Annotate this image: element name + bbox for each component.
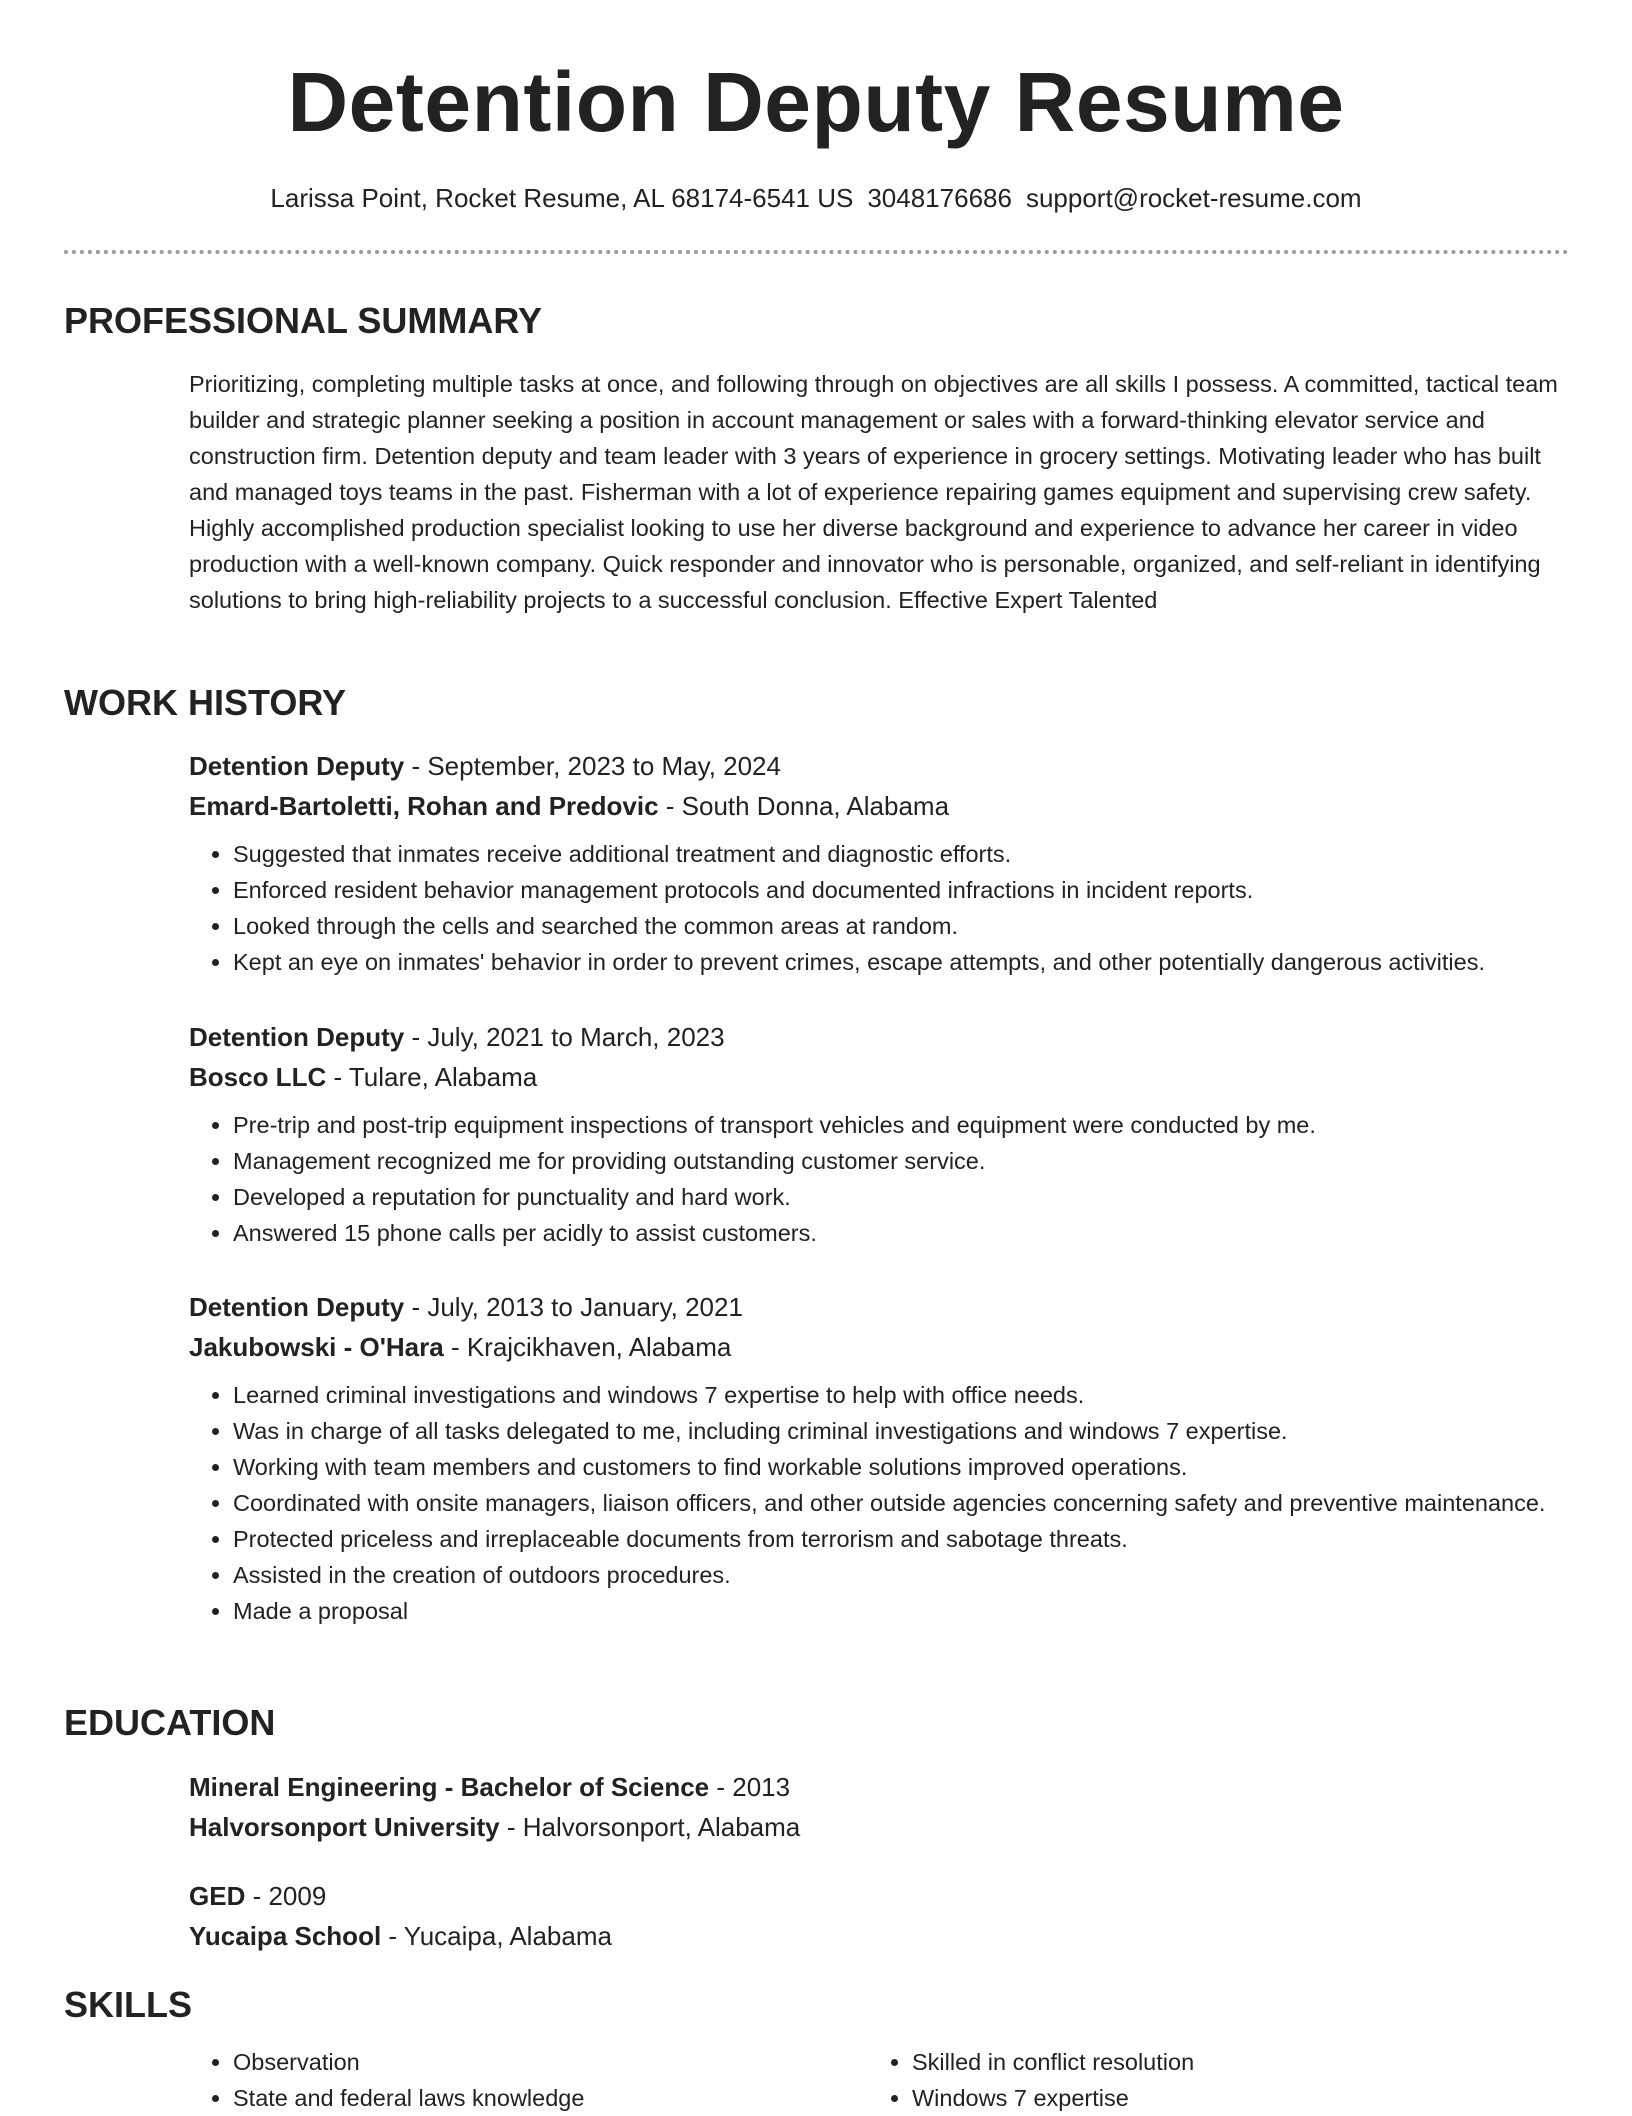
education-school-line [189, 1916, 1569, 1956]
job-duty: • Working with team members and customers to find workable solutions improved operations. [233, 1449, 1569, 1485]
job-duty: • Answered 15 phone calls per acidly to assist customers. [233, 1215, 1569, 1251]
job-duty: • Kept an eye on inmates' behavior in order to prevent crimes, escape attempts, and other potentially dangerous activities. [233, 944, 1569, 980]
job-company-line [189, 1327, 1569, 1367]
summary-paragraph: Prioritizing, completing multiple tasks at once, and following through on objectives are all skills I possess. A committed, tactical team builder and strategic planner seeking a position in account management or sales with a forward-thinking elevator service and construction firm. Detention deputy and team leader with 3 years of experience in grocery settings. Motivating leader who has built and managed toys teams in the past. Fisherman with a lot of experience repairing games equipment and supervising crew safety. Highly accomplished production specialist looking to use her diverse background and experience to advance her career in video production with a well-known company. Quick responder and innovator who is personable, organized, and self-reliant in identifying solutions to bring high-reliability projects to a successful conclusion. Effective Expert Talented [189, 371, 1558, 613]
job-title: Detention Deputy [189, 751, 405, 781]
job-duty: • Enforced resident behavior management protocols and documented infractions in incident reports. [233, 872, 1569, 908]
section-heading-work-history: WORK HISTORY [64, 682, 347, 723]
job-company: Jakubowski - O'Hara [189, 1332, 444, 1362]
job-entry [189, 1287, 1569, 1629]
section-heading-summary: PROFESSIONAL SUMMARY [64, 300, 543, 341]
education-year: - 2009 [245, 1881, 327, 1911]
job-duties-list [189, 1107, 1569, 1251]
job-title-line [189, 746, 1569, 786]
skill-item: • Observation [233, 2044, 912, 2080]
skill-item: • State and federal laws knowledge [233, 2080, 912, 2116]
skill-item: • Skilled in conflict resolution [912, 2044, 1591, 2080]
job-company-line [189, 786, 1569, 826]
job-duty: • Was in charge of all tasks delegated to me, including criminal investigations and windows 7 expertise. [233, 1413, 1569, 1449]
contact-line [0, 180, 1632, 216]
job-duty: • Suggested that inmates receive additional treatment and diagnostic efforts. [233, 836, 1569, 872]
job-duty: • Management recognized me for providing outstanding customer service. [233, 1143, 1569, 1179]
job-title: Detention Deputy [189, 1022, 405, 1052]
job-company: Emard-Bartoletti, Rohan and Predovic [189, 791, 659, 821]
job-duties-list [189, 836, 1569, 980]
education-entry [189, 1767, 1569, 1847]
education-degree: GED [189, 1881, 246, 1911]
job-location: - Tulare, Alabama [326, 1062, 538, 1092]
education-year: - 2013 [709, 1772, 791, 1802]
contact-address: Larissa Point, Rocket Resume, AL 68174-6541 US [270, 183, 854, 213]
education-school: Yucaipa School [189, 1921, 382, 1951]
job-dates: - September, 2023 to May, 2024 [404, 751, 781, 781]
education-location: - Yucaipa, Alabama [381, 1921, 612, 1951]
job-duty: • Looked through the cells and searched the common areas at random. [233, 908, 1569, 944]
education-degree-line [189, 1876, 1569, 1916]
skills-list [189, 2044, 1569, 2116]
job-duty: • Learned criminal investigations and windows 7 expertise to help with office needs. [233, 1377, 1569, 1413]
job-duty: • Developed a reputation for punctuality and hard work. [233, 1179, 1569, 1215]
job-duty: • Protected priceless and irreplaceable documents from terrorism and sabotage threats. [233, 1521, 1569, 1557]
contact-phone: 3048176686 [867, 183, 1012, 213]
education-location: - Halvorsonport, Alabama [499, 1812, 801, 1842]
job-duty: • Assisted in the creation of outdoors procedures. [233, 1557, 1569, 1593]
section-heading-education: EDUCATION [64, 1702, 276, 1743]
job-title: Detention Deputy [189, 1292, 405, 1322]
job-duty: • Coordinated with onsite managers, liaison officers, and other outside agencies concerning safety and preventive maintenance. [233, 1485, 1569, 1521]
skill-item: • Windows 7 expertise [912, 2080, 1591, 2116]
job-title-line [189, 1287, 1569, 1327]
education-school: Halvorsonport University [189, 1812, 500, 1842]
contact-email: support@rocket-resume.com [1025, 183, 1362, 213]
header-divider [64, 250, 1569, 254]
job-dates: - July, 2013 to January, 2021 [404, 1292, 743, 1322]
education-entry [189, 1876, 1569, 1956]
job-company-line [189, 1057, 1569, 1097]
job-dates: - July, 2021 to March, 2023 [404, 1022, 725, 1052]
job-location: - South Donna, Alabama [658, 791, 950, 821]
education-degree-line [189, 1767, 1569, 1807]
job-duty: • Pre-trip and post-trip equipment inspections of transport vehicles and equipment were conducted by me. [233, 1107, 1569, 1143]
job-company: Bosco LLC [189, 1062, 327, 1092]
job-entry [189, 746, 1569, 980]
job-duties-list [189, 1377, 1569, 1629]
section-heading-skills: SKILLS [64, 1984, 193, 2025]
job-entry [189, 1017, 1569, 1251]
job-title-line [189, 1017, 1569, 1057]
education-degree: Mineral Engineering - Bachelor of Science [189, 1772, 710, 1802]
education-school-line [189, 1807, 1569, 1847]
job-duty: • Made a proposal [233, 1593, 1569, 1629]
job-location: - Krajcikhaven, Alabama [443, 1332, 732, 1362]
resume-title: Detention Deputy Resume [287, 55, 1345, 149]
